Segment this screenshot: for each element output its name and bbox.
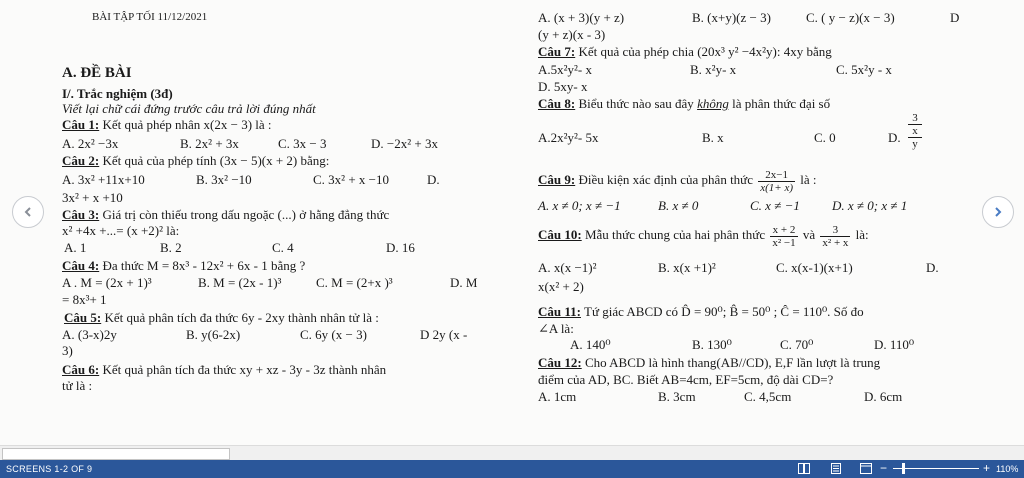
next-page-button[interactable] [982, 196, 1014, 228]
q5-answer-b: B. y(6-2x) [186, 327, 241, 342]
q1-answer-b: B. 2x² + 3x [180, 136, 239, 151]
q5-answer-d-cont: 3) [62, 343, 73, 358]
instruction: Viết lại chữ cái đứng trước câu trả lời đúng nhất [62, 101, 316, 116]
zoom-slider[interactable] [893, 468, 979, 469]
q6-answer-d-cont: (y + z)(x - 3) [538, 27, 606, 42]
prev-page-button[interactable] [12, 196, 44, 228]
q8-answer-d-fraction: 3 x y [908, 112, 922, 150]
q12-answer-b: B. 3cm [658, 389, 696, 404]
q12-answer-a: A. 1cm [538, 389, 577, 404]
q10-answer-c: C. x(x-1)(x+1) [776, 260, 853, 275]
q7-answer-d: D. 5xy- x [538, 79, 588, 94]
q4-answer-a: A . M = (2x + 1)³ [62, 275, 152, 290]
q8-answer-d: D. [888, 130, 901, 145]
q8-answer-c: C. 0 [814, 130, 836, 145]
q2-answer-d: D. [427, 172, 440, 187]
part-heading: I/. Trắc nghiệm (3đ) [62, 86, 173, 101]
q10-fraction-1: $\frac{x + 2}{\text{x² −1}}$ [772, 223, 796, 249]
book-icon [798, 463, 810, 474]
screens-counter: SCREENS 1-2 OF 9 [6, 464, 93, 474]
question-6-cont: tử là : [62, 378, 93, 393]
q12-answer-c: C. 4,5cm [744, 389, 792, 404]
zoom-slider-thumb[interactable] [902, 463, 905, 474]
q11-answer-c: C. 70⁰ [780, 337, 814, 352]
q3-answer-d: D. 16 [386, 240, 415, 255]
q5-answer-a: A. (3-x)2y [62, 327, 117, 342]
q11-answer-b: B. 130⁰ [692, 337, 732, 352]
zoom-level[interactable]: 110% [996, 464, 1019, 474]
q11-answer-a: A. 140⁰ [570, 337, 611, 352]
q4-answer-c: C. M = (2+x )³ [316, 275, 393, 290]
q5-answer-d: D 2y (x - [420, 327, 468, 342]
chevron-right-icon [992, 206, 1004, 218]
question-3: Câu 3: Giá trị còn thiếu trong dấu ngoặc (...) ở hằng đẳng thức [62, 207, 390, 222]
q11-answer-d: D. 110⁰ [874, 337, 915, 352]
q10-answer-b: B. x(x +1)² [658, 260, 716, 275]
question-2: Câu 2: Kết quả của phép tính (3x − 5)(x + 2) bằng: [62, 153, 330, 168]
q3-expression: x² +4x +...= (x +2)² là: [62, 223, 180, 238]
q6-answer-a: A. (x + 3)(y + z) [538, 10, 625, 25]
q10-answer-d: D. [926, 260, 939, 275]
q2-answer-b: B. 3x² −10 [196, 172, 252, 187]
q4-answer-d-cont: = 8x³+ 1 [62, 292, 107, 307]
question-1: Câu 1: Kết quả phép nhân x(2x − 3) là : [62, 117, 272, 132]
zoom-out-button[interactable]: − [880, 461, 888, 475]
question-11: Câu 11: Tứ giác ABCD có D̂ = 90⁰; B̂ = 50⁰ ; Ĉ = 110⁰. Số đo [538, 304, 864, 319]
q3-answer-c: C. 4 [272, 240, 294, 255]
q6-answer-d: D [950, 10, 960, 25]
q7-answer-b: B. x²y- x [690, 62, 737, 77]
q9-fraction: $\frac{2x-1}{x(1+ x)}$ [760, 168, 794, 194]
q3-answer-b: B. 2 [160, 240, 182, 255]
chevron-left-icon [22, 206, 34, 218]
q1-answer-c: C. 3x − 3 [278, 136, 327, 151]
question-8: Câu 8: Biểu thức nào sau đây không là phân thức đại số [538, 96, 831, 111]
q4-answer-d: D. M [450, 275, 478, 290]
web-layout-button[interactable] [860, 463, 872, 474]
question-10: Câu 10: Mẫu thức chung của hai phân thức $\frac{x + 2}{\text{x² −1}}$ và $\frac{3}{\text{x² + x}}$ là: [538, 223, 869, 249]
q7-answer-a: A.5x²y²- x [538, 62, 593, 77]
q4-answer-b: B. M = (2x - 1)³ [198, 275, 282, 290]
q9-answer-c: C. x ≠ −1 [750, 198, 800, 213]
q6-answer-b: B. (x+y)(z − 3) [692, 10, 771, 25]
q2-answer-d-cont: 3x² + x +10 [62, 190, 123, 205]
q5-answer-c: C. 6y (x − 3) [300, 327, 367, 342]
q1-answer-d: D. −2x² + 3x [371, 136, 438, 151]
question-6: Câu 6: Kết quả phân tích đa thức xy + xz - 3y - 3z thành nhân [62, 362, 387, 377]
q9-answer-d: D. x ≠ 0; x ≠ 1 [832, 198, 908, 213]
q10-fraction-2: $\frac{3}{\text{x² + x}}$ [822, 223, 849, 249]
question-12-cont: điểm của AD, BC. Biết AB=4cm, EF=5cm, độ dài CD=? [538, 372, 834, 387]
q3-answer-a: A. 1 [64, 240, 87, 255]
question-7: Câu 7: Kết quả của phép chia (20x³ y² −4x²y): 4xy bằng [538, 44, 832, 59]
section-heading: A. ĐỀ BÀI [62, 65, 132, 81]
q7-answer-c: C. 5x²y - x [836, 62, 892, 77]
q9-answer-b: B. x ≠ 0 [658, 198, 699, 213]
q10-answer-a: A. x(x −1)² [538, 260, 597, 275]
print-layout-button[interactable] [830, 463, 842, 474]
q8-answer-b: B. x [702, 130, 724, 145]
scrollbar-thumb[interactable] [2, 448, 230, 460]
q2-answer-a: A. 3x² +11x+10 [62, 172, 145, 187]
question-12: Câu 12: Cho ABCD là hình thang(AB//CD), E,F lần lượt là trung [538, 355, 881, 370]
q1-answer-a: A. 2x² −3x [62, 136, 119, 151]
question-9: Câu 9: Điều kiện xác định của phân thức $\frac{2x-1}{x(1+ x)}$ là : [538, 168, 817, 194]
q2-answer-c: C. 3x² + x −10 [313, 172, 389, 187]
question-11-cont: ∠A là: [538, 321, 574, 336]
web-layout-icon [860, 463, 872, 474]
q10-answer-d-cont: x(x² + 2) [538, 279, 584, 294]
zoom-in-button[interactable]: + [983, 461, 991, 475]
q9-answer-a: A. x ≠ 0; x ≠ −1 [538, 198, 621, 213]
question-4: Câu 4: Đa thức M = 8x³ - 12x² + 6x - 1 bằng ? [62, 258, 306, 273]
question-5: Câu 5: Kết quả phân tích đa thức 6y - 2xy thành nhân tử là : [64, 310, 379, 325]
doc-title: BÀI TẬP TỐI 11/12/2021 [92, 11, 208, 23]
q8-answer-a: A.2x²y²- 5x [538, 130, 599, 145]
page-layout-icon [830, 463, 842, 474]
q12-answer-d: D. 6cm [864, 389, 903, 404]
status-bar [0, 460, 1024, 478]
q6-answer-c: C. ( y − z)(x − 3) [806, 10, 895, 25]
read-mode-button[interactable] [798, 463, 810, 474]
horizontal-scrollbar[interactable] [0, 445, 1024, 461]
